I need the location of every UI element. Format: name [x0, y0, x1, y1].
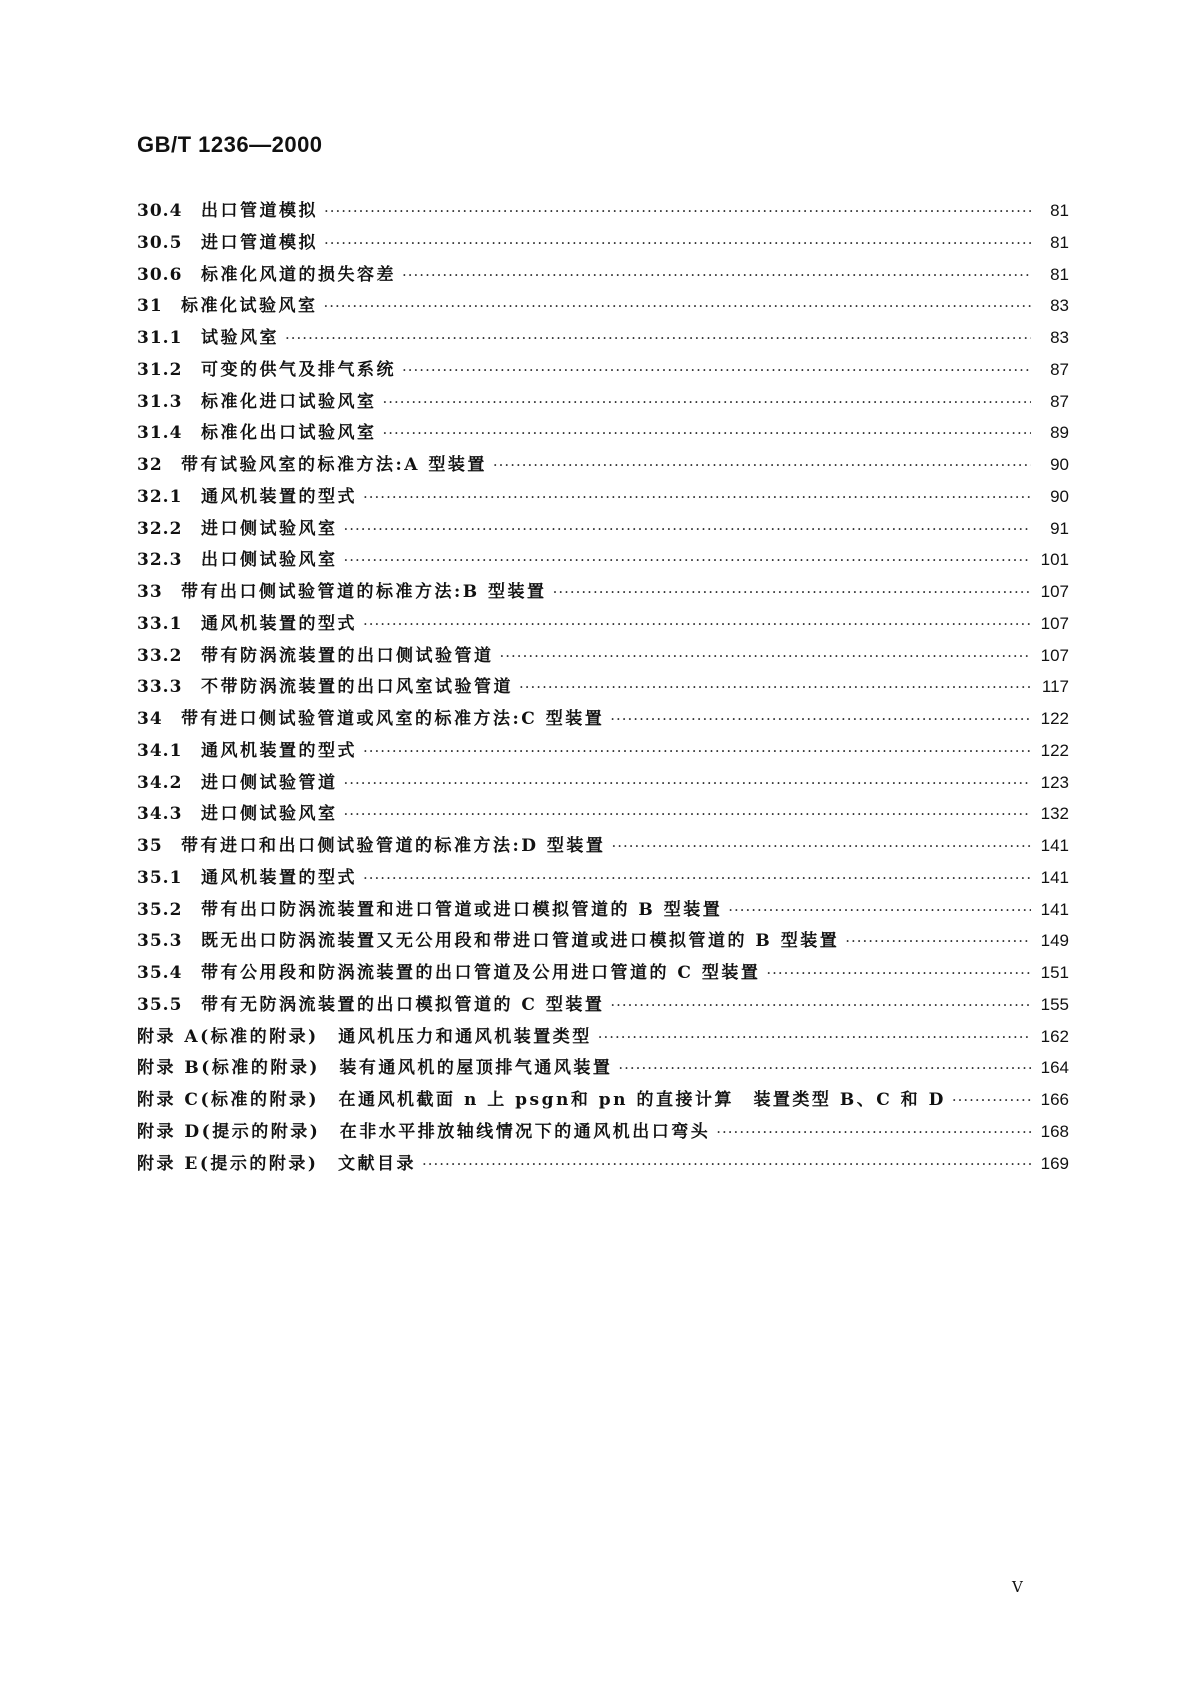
toc-entry-page: 164 [1040, 1058, 1069, 1078]
toc-entry-number: 31 [137, 296, 163, 317]
toc-entry-title: 通风机装置的型式 [201, 867, 357, 888]
toc-entry-page: 151 [1040, 963, 1069, 982]
toc-entry[interactable] [137, 577, 1069, 609]
toc-entry-page: 87 [1050, 359, 1069, 379]
toc-entry-title: 标准化试验风室 [181, 296, 318, 317]
toc-entry-page: 123 [1040, 772, 1069, 792]
toc-entry-page: 107 [1040, 645, 1069, 665]
toc-entry-page: 166 [1040, 1090, 1069, 1109]
toc-entry[interactable] [137, 355, 1069, 387]
toc-entry[interactable] [137, 958, 1069, 990]
toc-entry-page: 91 [1050, 518, 1069, 538]
dot-leader [611, 837, 1031, 855]
toc-entry[interactable] [137, 418, 1069, 450]
toc-entry-page: 81 [1050, 232, 1069, 252]
toc-entry-title: 进口侧试验管道 [201, 772, 338, 793]
dot-leader [716, 1123, 1031, 1141]
toc-entry-number: 30.5 [137, 232, 183, 253]
toc-entry-number: 35 [137, 836, 163, 856]
toc-entry-page: 132 [1040, 804, 1069, 824]
toc-entry-page: 122 [1040, 740, 1069, 760]
dot-leader [383, 393, 1032, 411]
toc-entry-number: 35.2 [137, 899, 183, 920]
dot-leader [402, 361, 1031, 379]
dot-leader [383, 424, 1032, 442]
toc-entry-number: 30.6 [137, 264, 183, 285]
toc-entry[interactable] [137, 1149, 1069, 1181]
toc-entry-title: 试验风室 [201, 328, 279, 348]
toc-entry[interactable] [137, 641, 1069, 673]
toc-entry-title: 不带防涡流装置的出口风室试验管道 [201, 677, 513, 698]
dot-leader [324, 202, 1031, 220]
toc-entry-title: 附录 A(标准的附录) 通风机压力和通风机装置类型 [137, 1026, 592, 1047]
toc-entry-title: 进口管道模拟 [201, 232, 318, 253]
toc-entry-title: 标准化进口试验风室 [201, 391, 377, 412]
toc-entry-title: 出口管道模拟 [201, 201, 318, 221]
toc-entry[interactable] [137, 926, 1069, 958]
dot-leader [845, 932, 1031, 950]
toc-entry[interactable] [137, 1053, 1069, 1085]
toc-entry-page: 155 [1040, 994, 1069, 1014]
dot-leader [553, 583, 1031, 601]
toc-entry-number: 32.1 [137, 486, 183, 507]
dot-leader [598, 1028, 1031, 1046]
document-header: GB/T 1236—2000 [137, 132, 323, 157]
toc-entry[interactable] [137, 228, 1069, 260]
toc-entry[interactable] [137, 704, 1069, 736]
toc-entry-title: 附录 E(提示的附录) 文献目录 [137, 1153, 416, 1174]
toc-entry-number: 34.1 [137, 740, 183, 761]
toc-entry-title: 带有出口防涡流装置和进口管道或进口模拟管道的 B 型装置 [201, 899, 723, 920]
toc-entry[interactable] [137, 1085, 1069, 1117]
toc-entry-title: 标准化风道的损失容差 [201, 264, 396, 285]
dot-leader [344, 774, 1032, 792]
toc-entry[interactable] [137, 863, 1069, 895]
toc-entry[interactable] [137, 450, 1069, 482]
toc-entry-number: 31.2 [137, 359, 183, 380]
toc-entry-page: 81 [1050, 264, 1069, 284]
toc-entry-number: 34 [137, 709, 163, 729]
dot-leader [363, 869, 1031, 887]
toc-entry-number: 32.3 [137, 550, 183, 571]
dot-leader [952, 1091, 1031, 1109]
toc-entry-title: 带有试验风室的标准方法:A 型装置 [181, 455, 487, 475]
toc-entry-page: 141 [1040, 867, 1069, 887]
toc-entry-number: 35.5 [137, 994, 183, 1015]
dot-leader [402, 266, 1031, 284]
toc-entry-title: 带有进口侧试验管道或风室的标准方法:C 型装置 [181, 709, 605, 729]
toc-entry-page: 107 [1040, 582, 1069, 601]
dot-leader [324, 234, 1031, 252]
toc-entry[interactable] [137, 672, 1069, 704]
toc-entry-title: 进口侧试验风室 [201, 518, 338, 539]
toc-entry-page: 168 [1040, 1121, 1069, 1141]
toc-entry-number: 35.4 [137, 963, 183, 983]
toc-entry-number: 31.1 [137, 328, 183, 348]
toc-entry[interactable] [137, 1117, 1069, 1149]
toc-entry-title: 通风机装置的型式 [201, 486, 357, 507]
toc-entry-number: 32 [137, 455, 163, 475]
toc-entry-title: 附录 D(提示的附录) 在非水平排放轴线情况下的通风机出口弯头 [137, 1121, 711, 1142]
dot-leader [344, 520, 1032, 538]
toc-entry[interactable] [137, 895, 1069, 927]
toc-entry[interactable] [137, 387, 1069, 419]
toc-entry-page: 89 [1050, 423, 1069, 443]
toc-entry[interactable] [137, 260, 1069, 292]
toc-entry-page: 122 [1040, 709, 1069, 728]
dot-leader [363, 615, 1031, 633]
toc-entry[interactable] [137, 831, 1069, 863]
toc-entry-page: 90 [1050, 486, 1069, 506]
toc-entry[interactable] [137, 736, 1069, 768]
dot-leader [500, 647, 1032, 665]
toc-entry[interactable] [137, 323, 1069, 355]
dot-leader [324, 297, 1032, 315]
toc-entry-number: 33.1 [137, 613, 183, 634]
toc-entry-page: 117 [1041, 677, 1069, 697]
toc-entry-title: 附录 B(标准的附录) 装有通风机的屋顶排气通风装置 [137, 1058, 613, 1079]
toc-entry-number: 33.3 [137, 677, 183, 698]
toc-entry-number: 32.2 [137, 518, 183, 539]
toc-entry-title: 带有防涡流装置的出口侧试验管道 [201, 645, 494, 666]
toc-entry-number: 35.1 [137, 867, 183, 888]
dot-leader [610, 996, 1031, 1014]
dot-leader [493, 456, 1031, 474]
toc-entry-page: 83 [1050, 328, 1069, 347]
toc-entry-page: 83 [1050, 296, 1069, 316]
toc-entry[interactable] [137, 799, 1069, 831]
dot-leader [519, 678, 1031, 696]
toc-entry-title: 附录 C(标准的附录) 在通风机截面 n 上 psgn和 pn 的直接计算 装置类型 B、C 和 D [137, 1090, 946, 1110]
toc-entry[interactable] [137, 1022, 1069, 1054]
toc-entry-title: 带有出口侧试验管道的标准方法:B 型装置 [181, 582, 547, 602]
dot-leader [363, 742, 1031, 760]
toc-entry-title: 通风机装置的型式 [201, 740, 357, 761]
dot-leader [766, 964, 1031, 982]
dot-leader [344, 551, 1032, 569]
toc-entry-page: 87 [1050, 391, 1069, 411]
toc-entry-number: 34.3 [137, 804, 183, 825]
toc-entry[interactable] [137, 514, 1069, 546]
toc-entry-number: 31.3 [137, 391, 183, 412]
toc-entry-page: 101 [1040, 550, 1069, 570]
toc-entry-title: 出口侧试验风室 [201, 550, 338, 571]
toc-entry-number: 35.3 [137, 931, 183, 952]
toc-entry-page: 90 [1050, 455, 1069, 474]
dot-leader [618, 1059, 1031, 1077]
toc-entry-number: 33 [137, 582, 163, 602]
toc-entry-title: 进口侧试验风室 [201, 804, 338, 825]
dot-leader [422, 1155, 1031, 1173]
table-of-contents [137, 196, 1069, 1180]
toc-entry-title: 标准化出口试验风室 [201, 423, 377, 444]
toc-entry-page: 107 [1040, 613, 1069, 633]
dot-leader [728, 901, 1031, 919]
toc-entry[interactable] [137, 196, 1069, 228]
toc-entry-number: 31.4 [137, 423, 183, 444]
toc-entry-page: 81 [1050, 201, 1069, 220]
toc-entry[interactable] [137, 768, 1069, 800]
toc-entry[interactable] [137, 609, 1069, 641]
dot-leader [344, 805, 1032, 823]
toc-entry-page: 149 [1040, 931, 1069, 951]
dot-leader [363, 488, 1031, 506]
dot-leader [285, 329, 1031, 347]
toc-entry-title: 通风机装置的型式 [201, 613, 357, 634]
toc-entry-title: 带有进口和出口侧试验管道的标准方法:D 型装置 [181, 836, 606, 856]
dot-leader [610, 710, 1031, 728]
toc-entry[interactable] [137, 990, 1069, 1022]
toc-entry-title: 可变的供气及排气系统 [201, 359, 396, 380]
toc-entry[interactable] [137, 545, 1069, 577]
toc-entry-number: 34.2 [137, 772, 183, 793]
toc-entry[interactable] [137, 291, 1069, 323]
toc-entry-page: 169 [1040, 1153, 1069, 1173]
toc-entry-page: 141 [1040, 836, 1069, 855]
toc-entry-number: 33.2 [137, 645, 183, 666]
toc-entry-number: 30.4 [137, 201, 183, 221]
toc-entry[interactable] [137, 482, 1069, 514]
toc-entry-title: 既无出口防涡流装置又无公用段和带进口管道或进口模拟管道的 B 型装置 [201, 931, 840, 952]
toc-entry-title: 带有无防涡流装置的出口模拟管道的 C 型装置 [201, 994, 605, 1015]
toc-entry-page: 162 [1040, 1026, 1069, 1046]
toc-entry-title: 带有公用段和防涡流装置的出口管道及公用进口管道的 C 型装置 [201, 963, 761, 983]
page-number: Ⅴ [1012, 1578, 1023, 1596]
toc-entry-page: 141 [1040, 899, 1069, 919]
